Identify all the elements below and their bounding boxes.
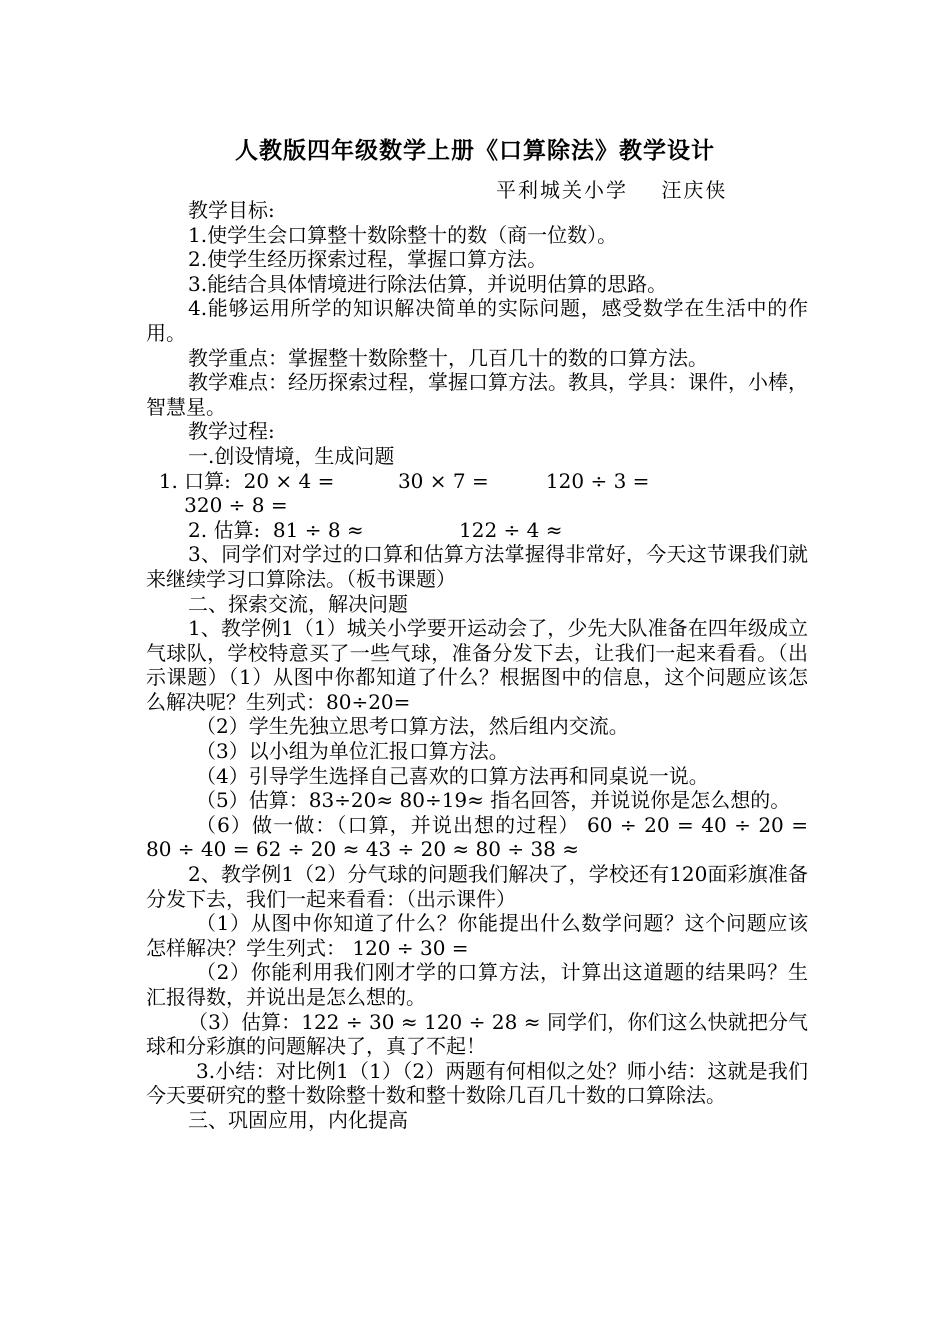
section-heading: 三、巩固应用，内化提高 <box>188 1107 408 1132</box>
author-line: 平利城关小学 汪庆侠 <box>496 178 728 202</box>
key-point: 教学重点：掌握整十数除整十，几百几十的数的口算方法。 <box>188 345 708 370</box>
section-heading: 一.创设情境，生成问题 <box>188 443 395 468</box>
oral-calc-line: 1. 口算: 20 × 4 = 30 × 7 = 120 ÷ 3 = <box>146 468 650 493</box>
process-heading: 教学过程: <box>188 419 275 444</box>
estimate-line: 2. 估算: 81 ÷ 8 ≈ 122 ÷ 4 ≈ <box>188 517 563 542</box>
document-title: 人教版四年级数学上册《口算除法》教学设计 <box>235 138 715 164</box>
paragraph: （3）估算：122 ÷ 30 ≈ 120 ÷ 28 ≈ 同学们，你们这么快就把分气球和分彩旗的问题解决了，真了不起！ <box>146 1009 808 1059</box>
paragraph: （6）做一做：（口算，并说出想的过程） 60 ÷ 20 = 40 ÷ 20 = 80 ÷ 40 = 62 ÷ 20 ≈ 43 ÷ 20 ≈ 80 ÷ 38 ≈ <box>146 812 808 862</box>
paragraph: 3.小结：对比例1（1）（2）两题有何相似之处？师小结：这就是我们今天要研究的整十数除整十数和整十数除几百几十数的口算除法。 <box>146 1058 808 1108</box>
document-body <box>146 198 808 1133</box>
oral-calc-line: 320 ÷ 8 = <box>146 493 288 518</box>
goal-item: 3.能结合具体情境进行除法估算，并说明估算的思路。 <box>188 271 668 296</box>
paragraph: （1）从图中你知道了什么？你能提出什么数学问题？这个问题应该怎样解决？学生列式： 120 ÷ 30 = <box>146 911 808 960</box>
paragraph: （5）估算：83÷20≈ 80÷19≈ 指名回答，并说说你是怎么想的。 <box>196 788 791 813</box>
paragraph: 3、同学们对学过的口算和估算方法掌握得非常好，今天这节课我们就来继续学习口算除法。（板书课题） <box>146 542 808 591</box>
section-heading: 二、探索交流，解决问题 <box>188 591 408 616</box>
paragraph: （2）学生先独立思考口算方法，然后组内交流。 <box>196 714 629 739</box>
paragraph: （4）引导学生选择自己喜欢的口算方法再和同桌说一说。 <box>196 763 709 788</box>
paragraph: （3）以小组为单位汇报口算方法。 <box>196 739 509 764</box>
goal-item: 1.使学生会口算整十数除整十的数（商一位数）。 <box>188 222 618 247</box>
goals-heading: 教学目标: <box>188 198 275 222</box>
difficulty: 教学难点：经历探索过程，掌握口算方法。教具，学具：课件，小棒，智慧星。 <box>146 370 808 419</box>
paragraph: 1、教学例1（1）城关小学要开运动会了，少先大队准备在四年级成立气球队，学校特意买了一些气球，准备分发下去，让我们一起来看看。（出示课题）（1）从图中你都知道了什么？根据图中的信息，这个问题应该怎么解决呢？生列式：80÷20= <box>146 616 808 714</box>
goal-item: 4.能够运用所学的知识解决简单的实际问题，感受数学在生活中的作用。 <box>146 296 808 345</box>
paragraph: （2）你能利用我们刚才学的口算方法，计算出这道题的结果吗？生汇报得数，并说出是怎么想的。 <box>146 960 808 1009</box>
goal-item: 2.使学生经历探索过程，掌握口算方法。 <box>188 247 548 272</box>
paragraph: 2、教学例1（2）分气球的问题我们解决了，学校还有120面彩旗准备分发下去，我们一起来看看：（出示课件） <box>146 862 808 911</box>
